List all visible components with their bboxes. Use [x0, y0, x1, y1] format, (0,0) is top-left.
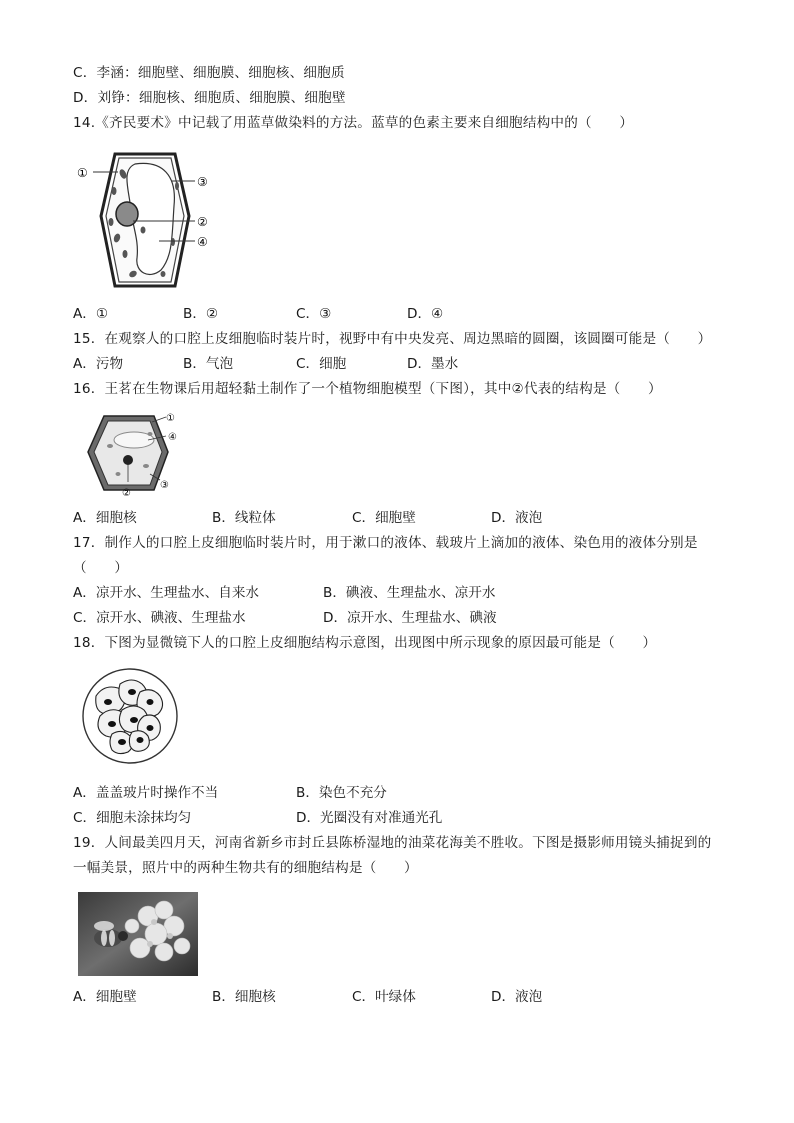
- q17-stem-line1: 17．制作人的口腔上皮细胞临时装片时，用于漱口的液体、载玻片上滴加的液体、染色用的液体分别是: [73, 535, 698, 551]
- q18-stem: 18．下图为显微镜下人的口腔上皮细胞结构示意图，出现图中所示现象的原因最可能是（ ）: [73, 635, 657, 651]
- q14-label-3: ③: [197, 175, 208, 189]
- q17-option-c: C．凉开水、碘液、生理盐水: [73, 610, 246, 626]
- q16-option-b: B．线粒体: [212, 510, 276, 526]
- q19-bee-on-flower-photo: [78, 892, 198, 976]
- q18-microscope-view-figure: [78, 666, 182, 766]
- q15-option-b: B．气泡: [183, 356, 234, 372]
- q13-option-d: D．刘铮：细胞核、细胞质、细胞膜、细胞壁: [73, 90, 346, 106]
- plant-cell-diagram: [73, 146, 223, 296]
- q19-option-b: B．细胞核: [212, 989, 276, 1005]
- q18-option-c: C．细胞未涂抹均匀: [73, 810, 192, 826]
- overlapping-cells-diagram: [78, 666, 182, 766]
- q14-stem: 14.《齐民要术》中记载了用蓝草做染料的方法。蓝草的色素主要来自细胞结构中的（ ）: [73, 115, 634, 131]
- q15-stem: 15．在观察人的口腔上皮细胞临时装片时，视野中有中央发亮、周边黑暗的圆圈，该圆圈可能是（ ）: [73, 331, 712, 347]
- q19-option-c: C．叶绿体: [352, 989, 416, 1005]
- q13-option-c: C．李涵：细胞壁、细胞膜、细胞核、细胞质: [73, 65, 345, 81]
- q16-option-d: D．液泡: [491, 510, 543, 526]
- bee-and-rapeseed-flower-image: [78, 892, 198, 976]
- q14-plant-cell-figure: [73, 146, 223, 296]
- q18-option-d: D．光圈没有对准通光孔: [296, 810, 443, 826]
- q14-label-1: ①: [77, 166, 88, 180]
- q16-label-1: ①: [166, 413, 175, 424]
- q18-option-b: B．染色不充分: [296, 785, 387, 801]
- q16-option-c: C．细胞壁: [352, 510, 416, 526]
- q16-label-3: ③: [160, 480, 169, 491]
- q17-option-a: A．凉开水、生理盐水、自来水: [73, 585, 260, 601]
- q14-option-c: C．③: [296, 306, 332, 322]
- q16-stem: 16．王茗在生物课后用超轻黏土制作了一个植物细胞模型（下图），其中②代表的结构是（ ）: [73, 381, 662, 397]
- q16-label-2: ②: [122, 488, 131, 499]
- q15-option-a: A．污物: [73, 356, 124, 372]
- q16-clay-cell-model-figure: [78, 408, 193, 503]
- q18-option-a: A．盖盖玻片时操作不当: [73, 785, 219, 801]
- q14-option-a: A．①: [73, 306, 109, 322]
- clay-cell-model-diagram: [78, 408, 193, 503]
- q17-option-d: D．凉开水、生理盐水、碘液: [323, 610, 497, 626]
- q17-stem-line2: （ ）: [73, 560, 129, 576]
- q17-option-b: B．碘液、生理盐水、凉开水: [323, 585, 496, 601]
- q19-option-d: D．液泡: [491, 989, 543, 1005]
- q19-stem-line1: 19．人间最美四月天，河南省新乡市封丘县陈桥湿地的油菜花海美不胜收。下图是摄影师用镜头捕捉到的: [73, 835, 712, 851]
- q14-label-4: ④: [197, 235, 208, 249]
- q14-option-b: B．②: [183, 306, 219, 322]
- q15-option-d: D．墨水: [407, 356, 459, 372]
- q15-option-c: C．细胞: [296, 356, 347, 372]
- q19-option-a: A．细胞壁: [73, 989, 137, 1005]
- q19-stem-line2: 一幅美景，照片中的两种生物共有的细胞结构是（ ）: [73, 860, 418, 876]
- q16-label-4: ④: [168, 432, 177, 443]
- q16-option-a: A．细胞核: [73, 510, 137, 526]
- q14-option-d: D．④: [407, 306, 444, 322]
- q14-label-2: ②: [197, 215, 208, 229]
